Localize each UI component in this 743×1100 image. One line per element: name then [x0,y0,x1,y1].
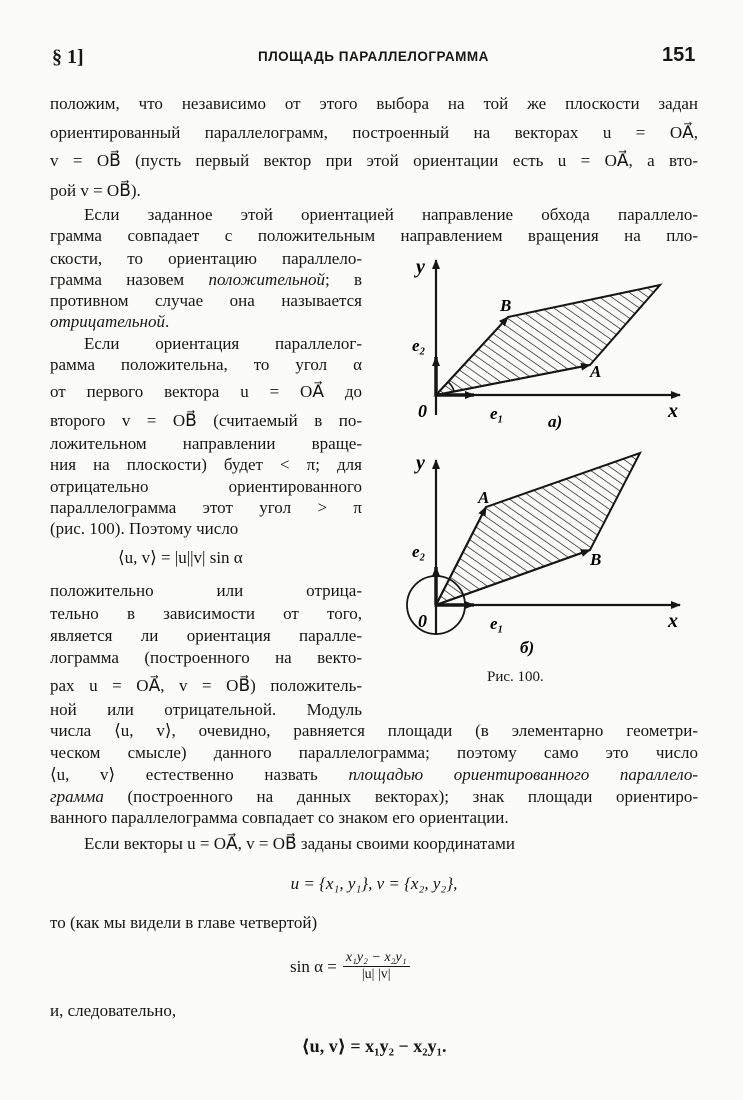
text-line [50,269,362,291]
term-oriented-area-cont: грамма [50,787,104,806]
text-line: (рис. 100). Поэтому число [50,519,239,538]
figure-panel-a [412,256,680,431]
text-fragment: (построенного на данных векторах); знак площади ориентиро- [127,787,698,806]
text-line [50,311,169,333]
parallelogram-a [436,285,660,395]
parallelogram-b [436,453,640,605]
text-line: положительно или отрица- [50,581,362,600]
text-line: от первого вектора u = OA⃗ до [50,382,362,401]
label-point-a-a: A [590,362,602,381]
label-point-a-b: A [478,488,490,507]
text-fragment: ; в [325,270,363,289]
text-line: противном случае она называется [50,291,362,310]
term-oriented-area: площадью ориентированного параллело- [348,765,699,784]
text-line: ния на плоскости) будет < π; для [50,455,362,474]
panel-label-a: а) [548,412,563,431]
text-line: тельно в зависимости от того, [50,604,362,623]
formula-area-sin: ⟨u, v⟩ = |u||v| sin α [118,548,243,567]
text-line [50,764,698,786]
text-line: и, следовательно, [50,1001,177,1020]
label-e2-b: e₂ [412,542,426,561]
text-line: Если векторы u = OA⃗, v = OB⃗ заданы своими координатами [84,834,515,853]
label-x-b: x [668,610,678,632]
text-line: ориентированный параллелограмм, построенный на векторах u = OA⃗, [50,123,698,142]
text-fragment: грамма назовем [50,270,185,289]
text-line: рой v = OB⃗). [50,181,141,200]
label-e1-b: e₁ [490,614,504,633]
figure-100 [390,245,690,695]
text-line: второго v = OB⃗ (считаемый в по- [50,411,362,430]
text-fragment: . [164,312,170,331]
text-line: положим, что независимо от этого выбора на той же плоскости задан [50,94,698,113]
text-line: Если заданное этой ориентацией направление обхода параллело- [84,205,698,224]
term-negative: отрицательной [50,312,165,331]
label-y-b: y [416,452,425,474]
text-line: Если ориентация параллелог- [84,334,362,353]
term-positive: положительной [208,270,326,289]
figure-caption: Рис. 100. [487,669,544,685]
text-line: лограмма (построенного на векто- [50,648,362,667]
label-y-a: y [416,256,425,278]
label-e1-a: e₁ [490,404,504,423]
text-line: ческом смысле) данного параллелограмма; поэтому само это число [50,743,698,762]
formula-oriented-area: ⟨u, v⟩ = x₁y₂ − x₂y₁. [301,1036,447,1056]
text-fragment: ⟨u, v⟩ естественно назвать [50,765,318,784]
figure-panel-b [407,452,680,657]
fraction-numerator: x₁y₂ − x₂y₁ [343,950,410,967]
text-line: грамма совпадает с положительным направлением вращения на пло- [50,226,698,245]
text-line: отрицательно ориентированного [50,477,362,496]
label-point-b-b: B [590,550,602,569]
formula-lhs: sin α = [290,956,337,976]
label-origin-a: 0 [418,401,427,421]
text-line: скости, то ориентацию параллело- [50,249,362,268]
label-point-b-a: B [500,296,512,315]
panel-label-b: б) [520,638,535,657]
formula-coordinates: u = {x₁, y₁}, v = {x₂, y₂}, [290,874,458,893]
text-line: рамма положительна, то угол α [50,355,362,374]
text-line: ложительном направлении враще- [50,434,362,453]
formula-sin-alpha [290,950,410,983]
fraction [343,950,410,983]
text-line: то (как мы видели в главе четвертой) [50,913,318,932]
text-line: параллелограмма этот угол > π [50,498,362,517]
text-line: ванного параллелограмма совпадает со знаком его ориентации. [50,808,509,827]
text-line: числа ⟨u, v⟩, очевидно, равняется площади (в элементарно геометри- [50,721,698,740]
section-marker: § 1] [52,46,84,68]
label-x-a: x [668,400,678,422]
text-line: v = OB⃗ (пусть первый вектор при этой ориентации есть u = OA⃗, а вто- [50,151,698,170]
label-e2-a: e₂ [412,336,426,355]
page-number: 151 [662,44,696,66]
text-line [50,786,698,808]
text-line: является ли ориентация паралле- [50,626,362,645]
text-line: ной или отрицательной. Модуль [50,700,362,719]
running-title: ПЛОЩАДЬ ПАРАЛЛЕЛОГРАММА [258,49,489,64]
fraction-denominator: |u| |v| [361,967,391,982]
label-origin-b: 0 [418,611,427,631]
text-line: рах u = OA⃗, v = OB⃗) положитель- [50,676,362,695]
